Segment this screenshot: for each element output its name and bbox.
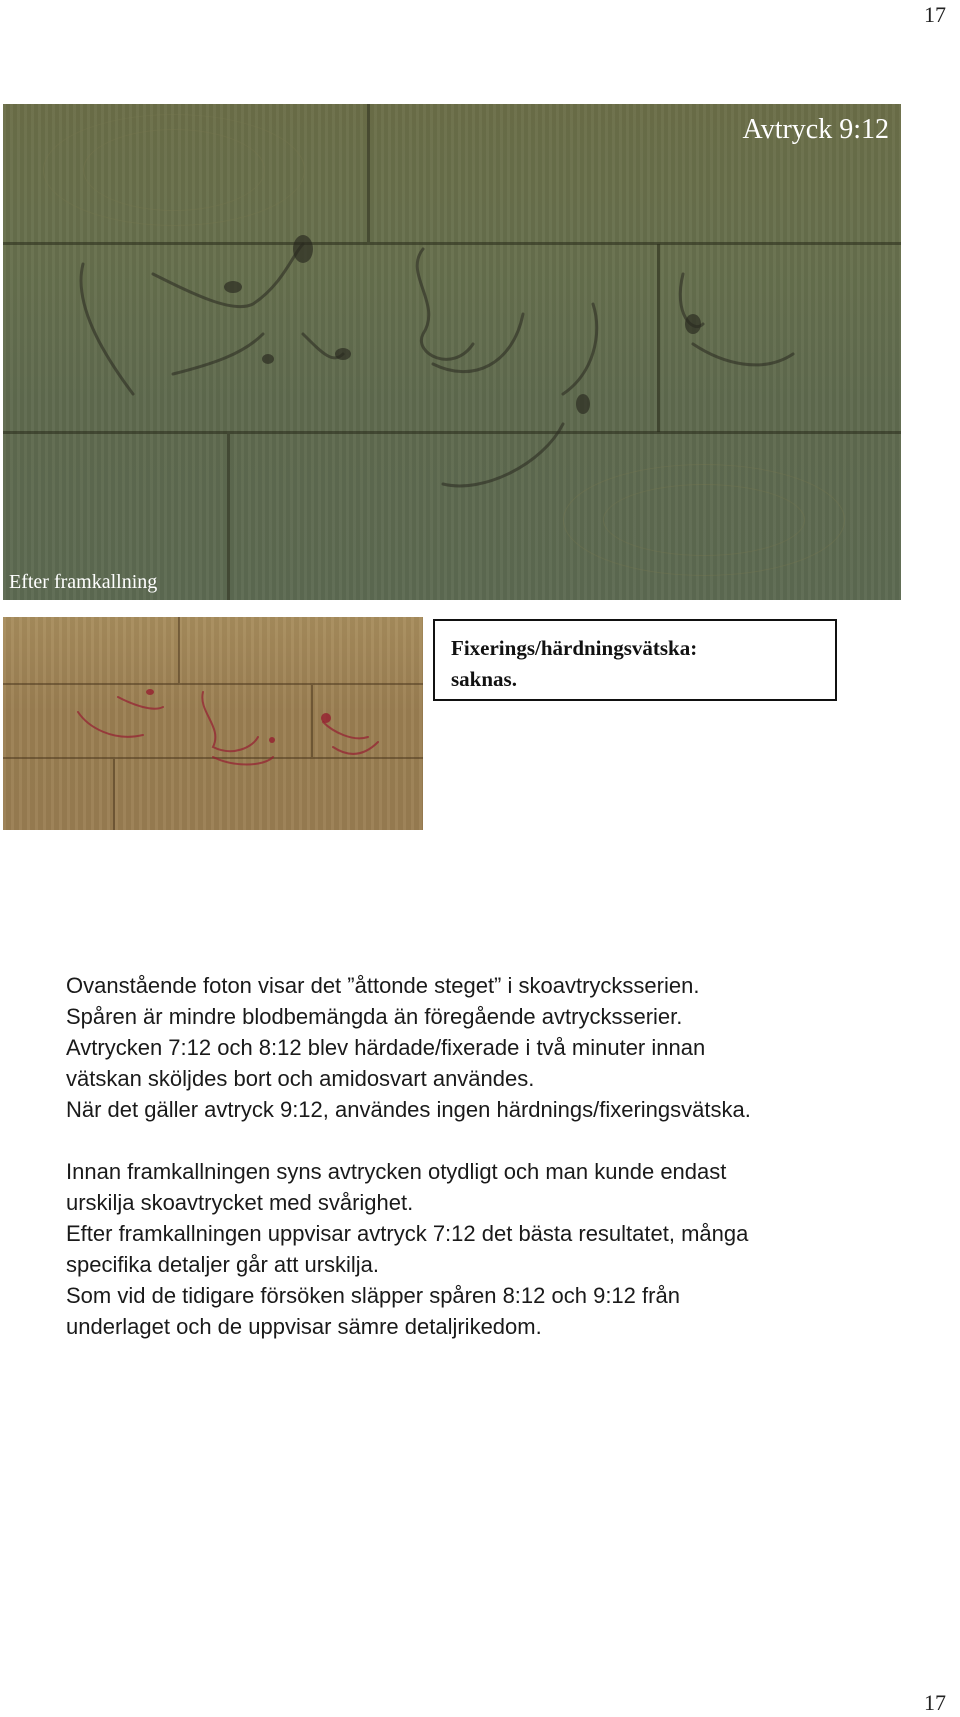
fixing-fluid-label: Fixerings/härdningsvätska:: [451, 636, 698, 660]
photo-after-development: [3, 104, 901, 600]
blood-stain: [321, 713, 331, 723]
page-number-top: 17: [924, 2, 946, 27]
blood-stain: [269, 737, 275, 743]
text-line: vätskan sköljdes bort och amidosvart användes.: [66, 1066, 535, 1091]
description-text: [66, 970, 866, 1342]
text-line: Spåren är mindre blodbemängda än föregående avtrycksserier.: [66, 1004, 683, 1029]
shoe-print-traces: [3, 104, 901, 600]
fixing-fluid-note: [433, 619, 837, 701]
text-line: Avtrycken 7:12 och 8:12 blev härdade/fixerade i två minuter innan: [66, 1035, 706, 1060]
fixing-fluid-value: saknas.: [451, 667, 517, 691]
text-line: Som vid de tidigare försöken släpper spåren 8:12 och 9:12 från: [66, 1283, 680, 1308]
photo-label-print-id: Avtryck 9:12: [742, 114, 889, 145]
text-line: urskilja skoavtrycket med svårighet.: [66, 1190, 414, 1215]
photo-before-development: [3, 617, 423, 830]
text-line: Efter framkallningen uppvisar avtryck 7:12 det bästa resultatet, många: [66, 1221, 749, 1246]
text-line: Ovanstående foton visar det ”åttonde steget” i skoavtrycksserien.: [66, 973, 700, 998]
blood-stain: [146, 689, 154, 695]
blood-traces: [3, 617, 423, 830]
page-number-bottom: 17: [924, 1690, 946, 1715]
paragraph-gap: [66, 1125, 866, 1156]
text-line: underlaget och de uppvisar sämre detaljrikedom.: [66, 1314, 542, 1339]
photo-label-stage: Efter framkallning: [9, 571, 158, 593]
text-line: specifika detaljer går att urskilja.: [66, 1252, 380, 1277]
text-line: När det gäller avtryck 9:12, användes ingen härdnings/fixeringsvätska.: [66, 1097, 751, 1122]
text-line: Innan framkallningen syns avtrycken otydligt och man kunde endast: [66, 1159, 727, 1184]
